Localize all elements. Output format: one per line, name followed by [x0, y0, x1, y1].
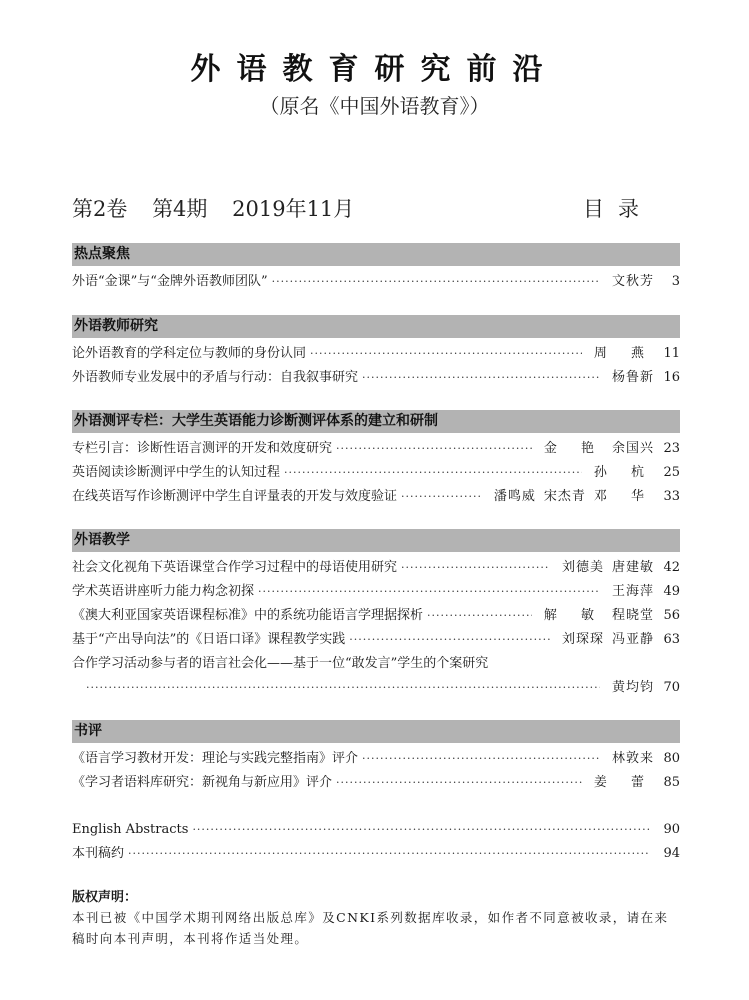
entry-page: 23	[663, 441, 680, 456]
leader-dots	[192, 818, 650, 842]
entry-title[interactable]: 《澳大利亚国家英语课程标准》中的系统功能语言学理据探析	[72, 608, 424, 623]
entry-page: 11	[663, 346, 680, 361]
entry-author: 解 敏	[543, 608, 604, 623]
toc-entry[interactable]	[72, 747, 680, 771]
leader-dots	[401, 485, 482, 509]
entry-page: 33	[663, 489, 680, 504]
entry-title[interactable]: 本刊稿约	[72, 846, 125, 861]
entry-author: 宋杰青	[543, 489, 586, 504]
leader-dots	[362, 366, 600, 390]
section-heading: 书评	[72, 720, 680, 743]
toc-entry[interactable]	[72, 556, 680, 580]
copyright-body: 本刊已被《中国学术期刊网络出版总库》及CNKI系列数据库收录，如作者不同意被收录，请在来稿时向本刊声明，本刊将作适当处理。	[72, 910, 669, 946]
journal-subtitle: （原名《中国外语教育》）	[259, 94, 490, 118]
entry-author: 王海萍	[611, 584, 654, 599]
entry-page: 80	[663, 751, 680, 766]
entry-title[interactable]: English Abstracts	[72, 822, 189, 837]
entry-page: 56	[663, 608, 680, 623]
entry-title[interactable]: 社会文化视角下英语课堂合作学习过程中的母语使用研究	[72, 560, 398, 575]
entry-page: 94	[663, 846, 680, 861]
entry-author: 唐建敏	[611, 560, 654, 575]
entry-author: 刘琛琛	[561, 632, 604, 647]
entry-title[interactable]: 《学习者语料库研究：新视角与新应用》评介	[72, 775, 333, 790]
entry-title[interactable]: 基于“产出导向法”的《日语口译》课程教学实践	[72, 632, 346, 647]
toc-label: 目录	[583, 197, 653, 221]
toc-section	[72, 720, 680, 795]
leader-dots	[362, 747, 600, 771]
entry-page: 70	[663, 680, 680, 695]
leader-dots	[258, 580, 600, 604]
entry-title[interactable]: 合作学习活动参与者的语言社会化——基于一位“敢发言”学生的个案研究	[72, 656, 489, 671]
leader-dots	[401, 556, 550, 580]
entry-page: 42	[663, 560, 680, 575]
entry-page: 90	[663, 822, 680, 837]
journal-title: 外语教育研究前沿	[190, 52, 559, 87]
entry-author: 余国兴	[611, 441, 654, 456]
toc-entry[interactable]	[72, 580, 680, 604]
leader-dots	[336, 437, 532, 461]
toc-entry[interactable]	[72, 604, 680, 628]
leader-dots	[86, 676, 600, 700]
toc-section	[72, 410, 680, 509]
entry-page: 85	[663, 775, 680, 790]
toc-entry[interactable]	[72, 628, 680, 652]
leader-dots	[310, 342, 582, 366]
leader-dots	[349, 628, 550, 652]
issue-date: 2019年11月	[232, 197, 355, 221]
toc-entry[interactable]	[72, 461, 680, 485]
entry-page: 25	[663, 465, 680, 480]
section-heading: 外语测评专栏：大学生英语能力诊断测评体系的建立和研制	[72, 410, 680, 433]
toc-entry[interactable]	[72, 485, 680, 509]
toc-section	[72, 529, 680, 700]
toc-section	[72, 243, 680, 294]
toc-entry-continuation[interactable]	[72, 676, 680, 700]
entry-author: 邓 华	[593, 489, 654, 504]
entry-author: 黄均钧	[611, 680, 654, 695]
issue-volume: 第2卷	[72, 197, 128, 221]
toc-section	[72, 315, 680, 390]
toc-entry[interactable]	[72, 842, 680, 866]
entry-author: 冯亚静	[611, 632, 654, 647]
copyright-notice	[72, 886, 682, 949]
entry-title[interactable]: 《语言学习教材开发：理论与实践完整指南》评介	[72, 751, 359, 766]
section-heading: 热点聚焦	[72, 243, 680, 266]
toc-entry[interactable]	[72, 342, 680, 366]
leader-dots	[272, 270, 600, 294]
toc-entry[interactable]	[72, 270, 680, 294]
toc-entry[interactable]	[72, 818, 680, 842]
entry-author: 金 艳	[543, 441, 604, 456]
leader-dots	[128, 842, 650, 866]
entry-title[interactable]: 外语“金课”与“金牌外语教师团队”	[72, 274, 268, 289]
leader-dots	[284, 461, 582, 485]
entry-title[interactable]: 英语阅读诊断测评中学生的认知过程	[72, 465, 281, 480]
issue-number: 第4期	[152, 197, 208, 221]
entry-author: 姜 蕾	[593, 775, 654, 790]
section-heading: 外语教学	[72, 529, 680, 552]
entry-page: 3	[671, 274, 680, 289]
entry-title[interactable]: 在线英语写作诊断测评中学生自评量表的开发与效度验证	[72, 489, 398, 504]
entry-author: 文秋芳	[611, 274, 654, 289]
entry-author: 周 燕	[593, 346, 654, 361]
toc-entry[interactable]	[72, 366, 680, 390]
entry-title[interactable]: 专栏引言：诊断性语言测评的开发和效度研究	[72, 441, 333, 456]
entry-page: 63	[663, 632, 680, 647]
entry-author: 孙 杭	[593, 465, 654, 480]
entry-title[interactable]: 外语教师专业发展中的矛盾与行动：自我叙事研究	[72, 370, 359, 385]
leader-dots	[336, 771, 582, 795]
entry-author: 刘德美	[561, 560, 604, 575]
copyright-heading: 版权声明：	[72, 890, 138, 905]
entry-author: 林敦来	[611, 751, 654, 766]
entry-page: 16	[663, 370, 680, 385]
toc-entry[interactable]	[72, 652, 680, 676]
entry-author: 潘鸣威	[493, 489, 536, 504]
toc-entry[interactable]	[72, 771, 680, 795]
misc-entries	[72, 818, 680, 866]
toc-entry[interactable]	[72, 437, 680, 461]
entry-author: 杨鲁新	[611, 370, 654, 385]
entry-title[interactable]: 论外语教育的学科定位与教师的身份认同	[72, 346, 307, 361]
entry-title[interactable]: 学术英语讲座听力能力构念初探	[72, 584, 255, 599]
entry-author: 程晓堂	[611, 608, 654, 623]
section-heading: 外语教师研究	[72, 315, 680, 338]
issue-info	[72, 193, 372, 223]
leader-dots	[427, 604, 532, 628]
entry-page: 49	[663, 584, 680, 599]
